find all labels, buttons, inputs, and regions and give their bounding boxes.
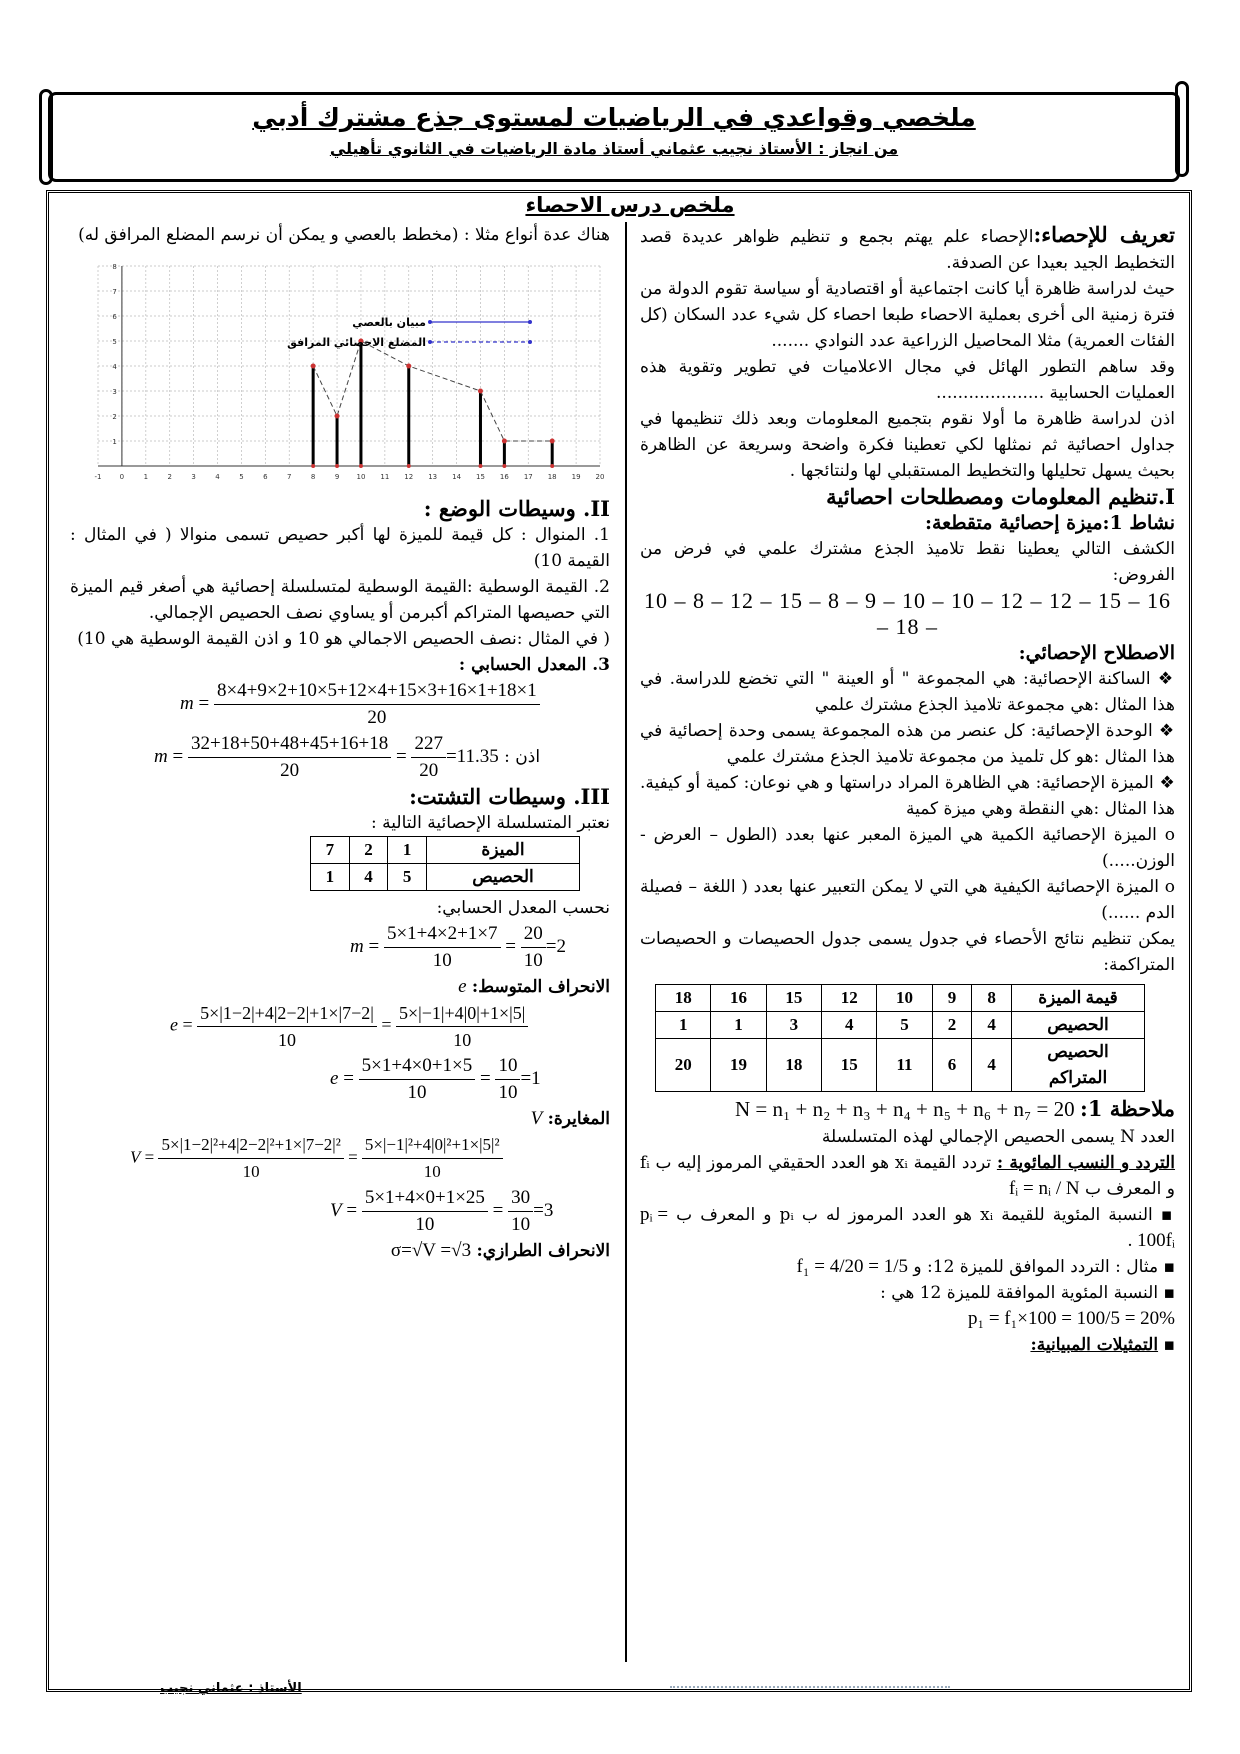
fraction: [396, 1000, 528, 1053]
median-example: ( في المثال :نصف الحصيص الاجمالي هو 10 و اذن القيمة الوسطية هي 10): [77, 629, 610, 649]
y-tick-label: 2: [112, 413, 117, 421]
frequency-label: التردد و النسب المائوية :: [996, 1153, 1176, 1173]
lesson-title: ملخص درس الاحصاء: [525, 193, 735, 217]
y-tick-label: 8: [112, 263, 117, 271]
term-character: [640, 770, 1175, 822]
table-cell: 18: [766, 1039, 821, 1092]
x-tick-label: 10: [356, 473, 366, 481]
frequency-formula: fᵢ = nᵢ / N: [1008, 1178, 1080, 1199]
e-formula-2: e = $\frac{5\times 1+4\times 0+1\times 5}{10}$ = $\frac{10}{10}$ =1: [70, 1053, 610, 1106]
x-tick-label: 13: [428, 473, 438, 481]
stick-chart: [80, 254, 610, 492]
paragraph-2: وقد ساهم التطور الهائل في مجال الاعلاميات في تطوير وتقوية هذه العمليات الحسابية ....................: [640, 357, 1175, 403]
frequency-text: تردد القيمة xᵢ هو العدد الحقيقي المرموز إليه ب fᵢ و المعرف ب: [640, 1153, 1175, 1199]
series-table: [310, 836, 580, 891]
base-point: [407, 464, 411, 468]
paragraph-3: اذن لدراسة ظاهرة ما أولا نقوم بتجميع المعلومات وبعد ذلك تنظيمها في جداول احصائية ثم نمثلها لكي تعطينا فكرة واضحة وسريعة عن الظاهرة بحيث يسهل تحليلها والتخطيط المستقبلي لها ولنتائجها .: [640, 409, 1175, 481]
table-cell: الميزة: [427, 837, 580, 864]
paragraph-1: حيث لدراسة ظاهرة أيا كانت اجتماعية أو اقتصادية أو سياسة تقوم الدولة من فترة زمنية الى أخرى بعملية الاحصاء طبعا احصاء كل شيء عدد السكان (كل الفئات العمرية) مثلا المحاصيل الزراعية عدد النوادي .......: [640, 279, 1175, 351]
table-cell: الحصيص: [1012, 1012, 1145, 1039]
base-point: [311, 464, 315, 468]
table-cell: 18: [656, 985, 711, 1012]
denominator: 10: [511, 1214, 531, 1235]
table-cell: 4: [822, 1012, 877, 1039]
fraction: [508, 1185, 533, 1238]
denominator: 10: [423, 1162, 441, 1181]
x-tick-label: 8: [310, 473, 316, 481]
x-tick-label: 18: [547, 473, 557, 481]
table-cell: 4: [349, 864, 388, 891]
data-point: [502, 439, 507, 444]
idhan-label: اذن :: [504, 746, 541, 767]
data-point: [406, 364, 411, 369]
term-population-text: الساكنة الإحصائية: هي المجموعة " أو العينة " التي تخضع للدراسة. في هذا المثال :هي مجموعة تلاميذ الجذع مشترك علمي: [640, 669, 1175, 715]
denominator: 20: [280, 760, 300, 781]
section-2-heading: II. وسيطات الوضع :: [423, 496, 610, 521]
section-3-heading: III. وسيطات التشتت:: [409, 784, 610, 809]
table-cell: 16: [711, 985, 766, 1012]
term-unit-text: الوحدة الإحصائية: كل عنصر من هذه المجموعة يسمى وحدة إحصائية في هذا المثال :هو كل تلميذ من مجموعة تلاميذ الجذع مشترك علمي: [640, 721, 1175, 767]
data-point: [311, 364, 316, 369]
legend-marker: [428, 340, 432, 344]
x-tick-label: 16: [499, 473, 509, 481]
mode-item: 1. المنوال : كل قيمة للميزة لها أكبر حصيص تسمى منوالا ( في المثال : القيمة 10): [70, 525, 610, 571]
std-dev-formula: σ=√V =√3: [390, 1240, 472, 1261]
table-cell: 4: [972, 1012, 1012, 1039]
fraction: [188, 731, 391, 784]
std-dev-label: الانحراف الطرازي:: [476, 1241, 610, 1261]
fraction: [411, 731, 446, 784]
square-bullet-icon: ▪: [1152, 1205, 1176, 1225]
table-cell: 3: [766, 1012, 821, 1039]
numerator: 5×1+4×2+1×7: [384, 921, 501, 948]
x-tick-label: 0: [119, 473, 125, 481]
x-tick-label: 11: [380, 473, 390, 481]
note-1-label: ملاحظة 1:: [1080, 1096, 1175, 1121]
mean-2-formula: m = $\frac{5\times 1+4\times 2+1\times 7}{10}$ = $\frac{20}{10}$ =2: [70, 921, 610, 974]
y-tick-label: 6: [112, 313, 117, 321]
term-qualitative: [640, 874, 1175, 926]
denominator: 10: [432, 950, 452, 971]
definition-label: تعريف للإحصاء:: [1033, 222, 1176, 247]
e-result: =1: [520, 1067, 541, 1089]
definition-text: الإحصاء علم يهتم بجمع و تنظيم ظواهر عديدة قصد التخطيط الجيد بعيدا عن الصدفة.: [640, 227, 1175, 273]
table-intro: يمكن تنظيم نتائج الأحصاء في جدول يسمى جدول الحصيصات و الحصيصات المتراكمة:: [640, 929, 1175, 975]
chart-intro: هناك عدة أنواع مثلا : (مخطط بالعصي و يمكن أن نرسم المضلع المرافق له): [78, 225, 610, 245]
x-tick-label: 2: [167, 473, 172, 481]
fraction: [197, 1000, 377, 1053]
footer-dotted-line: [670, 1686, 950, 1688]
mean-heading: 3. المعدل الحسابي :: [458, 655, 610, 675]
example-1: [640, 1254, 1175, 1280]
activity-1-text: الكشف التالي يعطينا نقط تلاميذ الجذع مشترك علمي في فرض من الفروض:: [640, 539, 1175, 585]
denominator: 10: [242, 1162, 260, 1181]
table-cell: الحصيص: [427, 864, 580, 891]
fraction: [158, 1132, 343, 1185]
header-banner: [48, 92, 1180, 182]
denominator: 10: [523, 950, 543, 971]
y-tick-label: 3: [112, 388, 117, 396]
example-2: [640, 1280, 1175, 1306]
base-point: [550, 464, 554, 468]
legend-label: مبيان بالعصي: [352, 316, 426, 329]
median-item: 2. القيمة الوسطية :القيمة الوسطية لمتسلسلة إحصائية هي أصغر قيم الميزة التي حصيصها المتراكم أكبرمن أو يساوي نصف الحصيص الإجمالي.: [70, 577, 610, 623]
x-tick-label: 20: [595, 473, 605, 481]
left-column: [70, 222, 610, 1264]
legend-marker: [528, 340, 532, 344]
example-1-formula: f₁ = 4/20 = 1/5: [796, 1256, 908, 1277]
fraction: [362, 1132, 503, 1185]
graphs-item: [640, 1332, 1175, 1358]
v-formula-2: V = $\frac{5\times 1+4\times 0+1\times 25}{10}$ = $\frac{30}{10}$ =3: [70, 1185, 610, 1238]
table-cell: 11: [877, 1039, 932, 1092]
x-tick-label: 3: [191, 473, 196, 481]
footer-teacher: الأستاذ : عثماني نجيب: [160, 1681, 302, 1696]
series-intro: نعتبر المتسلسلة الإحصائية التالية :: [371, 813, 610, 833]
circle-bullet-icon: o: [1159, 877, 1175, 897]
y-tick-label: 4: [112, 363, 117, 371]
table-cell: 15: [822, 1039, 877, 1092]
base-point: [359, 464, 363, 468]
term-qualitative-text: الميزة الإحصائية الكيفية هي التي لا يمكن التعبير عنها بعدد ( اللغة – فصيلة الدم ......): [640, 877, 1175, 923]
denominator: 10: [407, 1082, 427, 1103]
diamond-bullet-icon: ❖: [1152, 721, 1175, 741]
numerator: 5×1+4×0+1×5: [359, 1053, 476, 1080]
x-tick-label: 9: [334, 473, 340, 481]
numerator: 32+18+50+48+45+16+18: [188, 731, 391, 758]
table-row: [311, 864, 580, 891]
table-cell: 5: [877, 1012, 932, 1039]
table-cell: 7: [311, 837, 350, 864]
x-tick-label: 1: [143, 473, 149, 481]
table-row: [656, 1039, 1145, 1092]
term-quantitative-text: الميزة الإحصائية الكمية هي الميزة المعبر عنها بعدد (الطول – العرض - الوزن.....): [640, 825, 1175, 871]
frequency-definition: [640, 1150, 1175, 1202]
numerator: 8×4+9×2+10×5+12×4+15×3+16×1+18×1: [214, 678, 540, 705]
calc-mean-text: نحسب المعدل الحسابي:: [436, 898, 610, 918]
square-bullet-icon: ▪: [1158, 1283, 1175, 1303]
term-unit: [640, 718, 1175, 770]
numerator: 5×1+4×0+1×25: [362, 1185, 488, 1212]
denominator: 10: [415, 1214, 435, 1235]
table-cell: 9: [932, 985, 972, 1012]
table-cell: 2: [932, 1012, 972, 1039]
document-title: ملخصي وقواعدي في الرياضيات لمستوى جذع مشترك أدبي: [252, 103, 976, 132]
table-cell: 12: [822, 985, 877, 1012]
x-tick-label: 15: [476, 473, 485, 481]
numerator: 10: [495, 1053, 520, 1080]
base-point: [502, 464, 506, 468]
numerator: 20: [521, 921, 546, 948]
x-tick-label: 4: [215, 473, 220, 481]
legend-marker: [428, 320, 432, 324]
table-cell: 20: [656, 1039, 711, 1092]
table-cell: 2: [349, 837, 388, 864]
x-tick-label: 17: [523, 473, 533, 481]
numerator: 5×|−1|²+4|0|²+1×|5|²: [362, 1132, 503, 1159]
right-column: [640, 222, 1175, 1358]
term-population: [640, 666, 1175, 718]
table-cell: قيمة الميزة: [1012, 985, 1145, 1012]
v-formula-1: V = $\frac{\text{5×|1−2|²+4|2−2|²+1×|7−2|²}}{10}$ = $\frac{\text{5×|−1|²+4|0|²+1×|5|²}}{10}$: [70, 1132, 610, 1185]
data-point: [478, 389, 483, 394]
x-tick-label: 19: [571, 473, 581, 481]
y-tick-label: 7: [112, 288, 117, 296]
table-row: [656, 1012, 1145, 1039]
table-cell: 4: [972, 1039, 1012, 1092]
mean-2-result: =2: [545, 935, 566, 957]
x-tick-label: 12: [404, 473, 414, 481]
fraction: [214, 678, 540, 731]
note-1: [640, 1096, 1175, 1124]
diamond-bullet-icon: ❖: [1153, 773, 1175, 793]
e-formula-1: e = $\frac{5\times|1-2|+4|2-2|+1\times|7-2|}{10}$ = $\frac{5\times|-1|+4|0|+1\times|5|}{10}$: [70, 1000, 610, 1053]
example-2-formula: p₁ = f₁×100 = 100/5 = 20%: [967, 1308, 1175, 1329]
percent-definition: [640, 1202, 1175, 1254]
circle-bullet-icon: o: [1156, 825, 1175, 845]
x-tick-label: 5: [239, 473, 244, 481]
table-cell: 1: [388, 837, 427, 864]
table-cell: 19: [711, 1039, 766, 1092]
diamond-bullet-icon: ❖: [1150, 669, 1175, 689]
mean-formula-2-row: [70, 731, 610, 784]
denominator: 20: [367, 707, 387, 728]
data-point: [335, 414, 340, 419]
y-tick-label: 5: [112, 338, 117, 346]
terminology-heading: الاصطلاح الإحصائي:: [1018, 642, 1175, 664]
fraction: [384, 921, 501, 974]
denominator: 10: [498, 1082, 518, 1103]
denominator: 10: [453, 1030, 472, 1050]
y-tick-label: 1: [112, 438, 117, 446]
numerator: 227: [411, 731, 446, 758]
legend-label: المضلع الاحصائي المرافق: [287, 336, 426, 349]
square-bullet-icon: ▪: [1158, 1335, 1175, 1355]
mean-result: =11.35: [445, 745, 499, 767]
variance-heading: المغايرة: V: [530, 1108, 610, 1129]
table-row: [311, 837, 580, 864]
x-tick-label: 14: [452, 473, 462, 481]
graphs-label: التمثيلات المبيانية:: [1030, 1335, 1159, 1355]
table-cell: 1: [311, 864, 350, 891]
fraction: [362, 1185, 488, 1238]
std-dev-row: [70, 1238, 610, 1264]
x-tick-label: -1: [94, 473, 102, 481]
fraction: [495, 1053, 520, 1106]
v-result: =3: [533, 1199, 554, 1221]
numerator: 5×|1−2|+4|2−2|+1×|7−2|: [197, 1000, 377, 1027]
document-author: من انجاز : الأستاذ نجيب عثماني أستاذ مادة الرياضيات في الثانوي تأهيلي: [329, 139, 899, 158]
table-cell: 1: [656, 1012, 711, 1039]
numerator: 5×|1−2|²+4|2−2|²+1×|7−2|²: [158, 1132, 343, 1159]
data-point: [550, 439, 555, 444]
mean-deviation-heading: الانحراف المتوسط: e: [458, 976, 610, 997]
variance-label: المغايرة:: [547, 1109, 610, 1129]
column-divider: [625, 222, 627, 1662]
percent-text: النسبة المئوية للقيمة xᵢ هو العدد المرموز له ب pᵢ و المعرف ب: [676, 1205, 1153, 1225]
legend-marker: [528, 320, 532, 324]
frequency-table: [655, 984, 1145, 1092]
table-cell: 15: [766, 985, 821, 1012]
mean-deviation-label: الانحراف المتوسط:: [471, 977, 610, 997]
percent-formula: pᵢ = 100fᵢ .: [640, 1204, 1175, 1251]
denominator: 10: [278, 1030, 296, 1050]
fraction: [521, 921, 546, 974]
x-tick-label: 6: [263, 473, 268, 481]
numerator: 30: [508, 1185, 533, 1212]
base-point: [335, 464, 339, 468]
term-quantitative: [640, 822, 1175, 874]
x-tick-label: 7: [287, 473, 292, 481]
mean-formula-1: m = $\frac{8\times 4+9\times 2+10\times 5+12\times 4+15\times 3+16\times 1+18\times 1}{20}$: [70, 678, 610, 731]
note-1-text: العدد N يسمى الحصيص الإجمالي لهذه المتسلسلة: [821, 1127, 1175, 1147]
term-character-text: الميزة الإحصائية: هي الظاهرة المراد دراستها و هي نوعان: كمية أو كيفية. هذا المثال :هي النقطة وهي ميزة كمية: [640, 773, 1175, 819]
numerator: 5×|−1|+4|0|+1×|5|: [396, 1000, 528, 1027]
section-1-heading: I.تنظيم المعلومات ومصطلحات احصائية: [826, 484, 1175, 509]
activity-1-heading: نشاط 1:ميزة إحصائية متقطعة:: [924, 512, 1175, 534]
denominator: 20: [419, 760, 439, 781]
table-cell: 5: [388, 864, 427, 891]
definition: [640, 222, 1175, 276]
example-2-text: النسبة المئوية الموافقة للميزة 12 هي :: [880, 1283, 1159, 1303]
grades-list: 10 – 8 – 12 – 15 – 8 – 9 – 10 – 10 – 12 – 12 – 15 – 16 – 18 –: [644, 588, 1171, 639]
example-1-text: مثال : التردد الموافق للميزة 12: و: [913, 1257, 1159, 1277]
fraction: [359, 1053, 476, 1106]
base-point: [478, 464, 482, 468]
note-1-formula: N = n₁ + n₂ + n₃ + n₄ + n₅ + n₆ + n₇ = 20: [734, 1097, 1075, 1121]
table-cell: 6: [932, 1039, 972, 1092]
table-cell: الحصيص المتراكم: [1012, 1039, 1145, 1092]
table-cell: 10: [877, 985, 932, 1012]
mean-formula-2: m = $\frac{32+18+50+48+45+16+18}{20}$ = $\frac{227}{20}$ =11.35: [70, 731, 499, 784]
square-bullet-icon: ▪: [1158, 1257, 1175, 1277]
table-cell: 8: [972, 985, 1012, 1012]
table-cell: 1: [711, 1012, 766, 1039]
table-row: [656, 985, 1145, 1012]
